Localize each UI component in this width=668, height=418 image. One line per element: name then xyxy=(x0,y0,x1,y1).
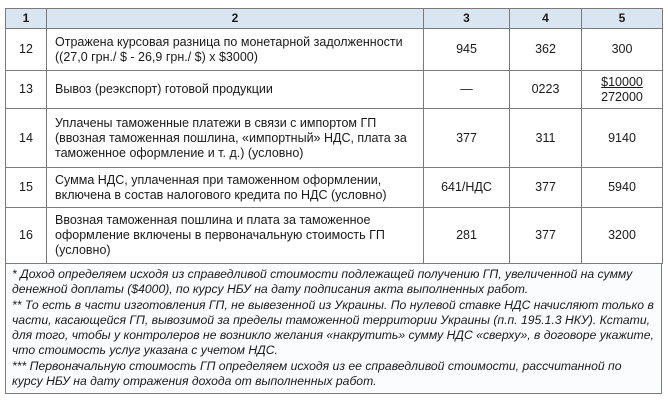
row-amount: 300 xyxy=(582,29,663,71)
row-description: Сумма НДС, уплаченная при таможенном оформлении, включена в состав налогового кредита по НДС (условно) xyxy=(47,168,424,208)
header-col-3: 3 xyxy=(424,9,510,29)
accounting-table-wrapper xyxy=(5,8,662,394)
row-description: Отражена курсовая разница по монетарной задолженности ((27,0 грн./ $ - 26,9 грн./ $) х $3000) xyxy=(47,29,424,71)
row-amount: 3200 xyxy=(582,208,663,264)
table-row xyxy=(6,109,663,168)
row-number: 15 xyxy=(6,168,47,208)
row-debit-account: 377 xyxy=(424,109,510,168)
row-description: Ввозная таможенная пошлина и плата за таможенное оформление включены в первоначальную стоимость ГП (условно) xyxy=(47,208,424,264)
row-debit-account: 281 xyxy=(424,208,510,264)
table-row xyxy=(6,208,663,264)
header-col-4: 4 xyxy=(510,9,582,29)
row-number: 16 xyxy=(6,208,47,264)
row-amount: 5940 xyxy=(582,168,663,208)
header-col-5: 5 xyxy=(582,9,663,29)
row-credit-account: 377 xyxy=(510,168,582,208)
row-number: 13 xyxy=(6,71,47,109)
row-debit-account: 945 xyxy=(424,29,510,71)
footnote-3: *** Первоначальную стоимость ГП определяем исходя из ее справедливой стоимости, рассчитанной по курсу НБУ на дату отражения дохода от выполненных работ. xyxy=(12,358,622,389)
accounting-entries-table xyxy=(5,8,663,264)
row-credit-account: 311 xyxy=(510,109,582,168)
table-row xyxy=(6,168,663,208)
row-credit-account: 377 xyxy=(510,208,582,264)
table-header-row xyxy=(6,9,663,29)
row-amount xyxy=(582,71,663,109)
row-description: Уплачены таможенные платежи в связи с импортом ГП (ввозная таможенная пошлина, «импортный» НДС, плата за таможенное оформление и т. д.) (условно) xyxy=(47,109,424,168)
row-number: 14 xyxy=(6,109,47,168)
footnote-1: * Доход определяем исходя из справедливой стоимости подлежащей получению ГП, увеличенной на сумму денежной доплаты ($4000), по курсу НБУ на дату подписания акта выполненных работ. xyxy=(12,267,633,297)
row-amount: 9140 xyxy=(582,109,663,168)
amount-currency: $10000 xyxy=(601,74,643,89)
row-number: 12 xyxy=(6,29,47,71)
row-credit-account: 362 xyxy=(510,29,582,71)
amount-uah: 272000 xyxy=(601,89,643,104)
table-row xyxy=(6,29,663,71)
row-debit-account: — xyxy=(424,71,510,109)
table-row xyxy=(6,71,663,109)
row-description: Вывоз (реэкспорт) готовой продукции xyxy=(47,71,424,109)
row-debit-account: 641/НДС xyxy=(424,168,510,208)
amount-fraction xyxy=(601,75,643,105)
row-credit-account: 0223 xyxy=(510,71,582,109)
footnote-2: ** То есть в части изготовления ГП, не вывезенной из Украины. По нулевой ставке НДС начисляют только в части, касающейся ГП, вывозимой за пределы таможенной территории Украины (п.п. 195.1.3 НКУ). Кстати, для того, чтобы у контролеров не возникло желания «накрутить» сумму НДС «сверху», в договоре укажите, что стоимость услуг указана с учетом НДС. xyxy=(12,297,654,358)
header-col-1: 1 xyxy=(6,9,47,29)
header-col-2: 2 xyxy=(47,9,424,29)
footnotes xyxy=(5,264,662,394)
